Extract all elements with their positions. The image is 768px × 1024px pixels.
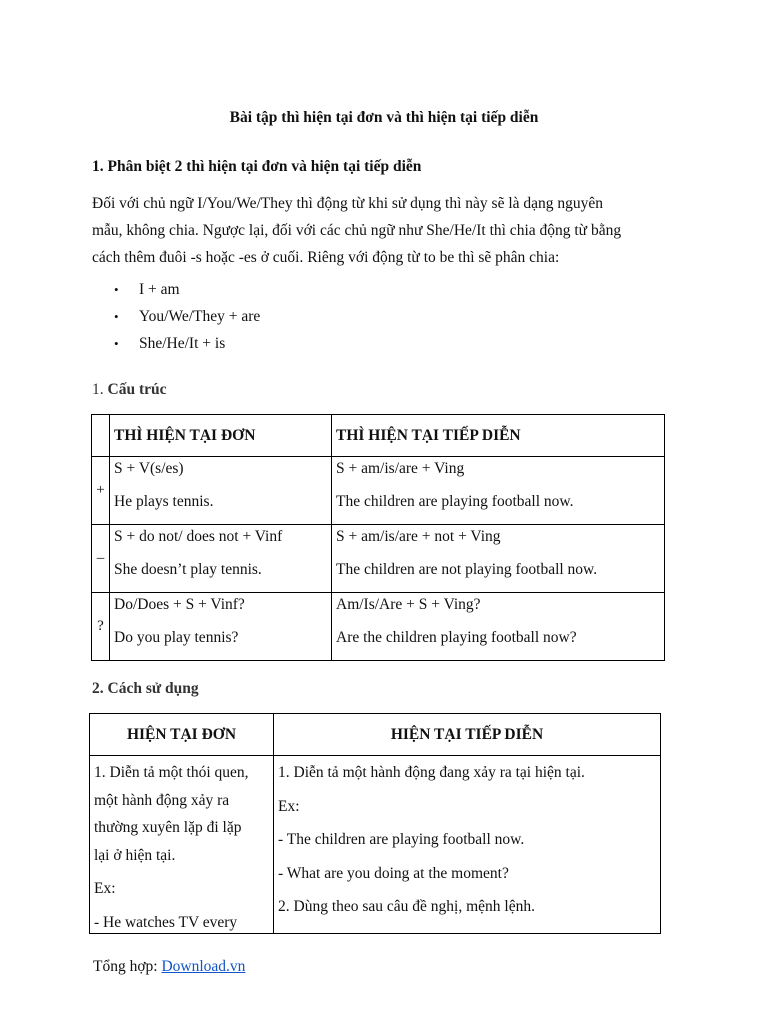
usage-line: thường xuyên lặp đi lặp bbox=[94, 819, 242, 836]
formula: S + am/is/are + Ving bbox=[336, 460, 465, 477]
formula: S + am/is/are + not + Ving bbox=[336, 528, 501, 545]
header-present-simple: THÌ HIỆN TẠI ĐƠN bbox=[110, 415, 332, 457]
usage-line: lại ở hiện tại. bbox=[94, 846, 176, 864]
sign-cell: + bbox=[92, 457, 110, 525]
usage-line: 1. Diễn tả một thói quen, bbox=[94, 764, 249, 781]
usage-line: Ex: bbox=[278, 797, 300, 815]
structure-row-negative bbox=[92, 525, 665, 593]
usage-line: một hành động xảy ra bbox=[94, 791, 230, 809]
usage-line: Ex: bbox=[94, 880, 116, 897]
example: He plays tennis. bbox=[114, 493, 214, 510]
footer-label: Tổng hợp: bbox=[93, 958, 158, 975]
present-simple-cell bbox=[110, 525, 332, 593]
present-continuous-cell bbox=[332, 525, 665, 593]
sign-cell: – bbox=[92, 525, 110, 593]
present-simple-usage-cell bbox=[90, 756, 274, 934]
bullet-item: • You/We/They + are bbox=[92, 305, 260, 332]
download-vn-link[interactable]: Download.vn bbox=[161, 958, 246, 975]
present-continuous-usage-cell bbox=[274, 756, 661, 934]
intro-line: Đối với chủ ngữ I/You/We/They thì động từ khi sử dụng thì này sẽ là dạng nguyên bbox=[92, 195, 604, 212]
section-1-heading: 1. Phân biệt 2 thì hiện tại đơn và hiện tại tiếp diễn bbox=[92, 158, 422, 175]
example: She doesn’t play tennis. bbox=[114, 561, 262, 578]
structure-table-header bbox=[92, 415, 665, 457]
present-simple-cell bbox=[110, 593, 332, 661]
example: Do you play tennis? bbox=[114, 629, 239, 646]
bullet-item: • I + am bbox=[92, 278, 260, 305]
sign-cell: ? bbox=[92, 593, 110, 661]
usage-line: 1. Diễn tả một hành động đang xảy ra tại hiện tại. bbox=[278, 764, 585, 781]
formula: Am/Is/Are + S + Ving? bbox=[336, 596, 481, 613]
usage-line: 2. Dùng theo sau câu đề nghị, mệnh lệnh. bbox=[278, 898, 535, 915]
structure-table bbox=[91, 414, 665, 661]
formula: Do/Does + S + Vinf? bbox=[114, 596, 245, 613]
example: The children are not playing football now. bbox=[336, 561, 598, 578]
usage-table-body bbox=[90, 756, 661, 934]
header-present-simple: HIỆN TẠI ĐƠN bbox=[90, 714, 274, 756]
intro-line: mẫu, không chia. Ngược lại, đối với các chủ ngữ như She/He/It thì chia động từ bằng bbox=[92, 222, 622, 239]
example: Are the children playing football now? bbox=[336, 629, 577, 646]
usage-heading: 2. Cách sử dụng bbox=[92, 680, 199, 697]
header-present-continuous: THÌ HIỆN TẠI TIẾP DIỄN bbox=[332, 415, 665, 457]
present-simple-cell bbox=[110, 457, 332, 525]
structure-row-question bbox=[92, 593, 665, 661]
usage-line: - He watches TV every bbox=[94, 913, 238, 931]
present-continuous-cell bbox=[332, 593, 665, 661]
structure-row-affirmative bbox=[92, 457, 665, 525]
usage-table-header bbox=[90, 714, 661, 756]
formula: S + do not/ does not + Vinf bbox=[114, 528, 283, 545]
bullet-item: • She/He/It + is bbox=[92, 332, 260, 359]
header-present-continuous: HIỆN TẠI TIẾP DIỄN bbox=[274, 714, 661, 756]
structure-heading bbox=[92, 381, 166, 399]
formula: S + V(s/es) bbox=[114, 460, 184, 477]
footer bbox=[93, 958, 245, 976]
usage-table bbox=[89, 713, 661, 934]
to-be-bullet-list bbox=[92, 278, 260, 359]
structure-heading-text: Cấu trúc bbox=[107, 381, 167, 398]
example: The children are playing football now. bbox=[336, 493, 574, 510]
intro-paragraph bbox=[92, 190, 672, 271]
empty-corner-cell bbox=[92, 415, 110, 457]
usage-line: - The children are playing football now. bbox=[278, 831, 525, 848]
usage-line: - What are you doing at the moment? bbox=[278, 864, 509, 882]
intro-line: cách thêm đuôi -s hoặc -es ở cuối. Riêng với động từ to be thì sẽ phân chia: bbox=[92, 249, 560, 266]
document-title: Bài tập thì hiện tại đơn và thì hiện tại tiếp diễn bbox=[229, 109, 539, 126]
present-continuous-cell bbox=[332, 457, 665, 525]
structure-heading-number: 1. bbox=[92, 381, 104, 398]
